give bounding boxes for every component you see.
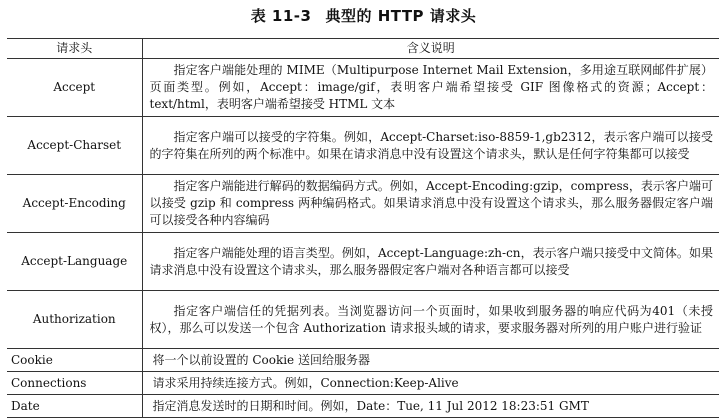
row-header-name: Date [7, 395, 142, 418]
table-header-row [7, 39, 719, 59]
table-row [7, 175, 719, 233]
row-header-desc: 指定客户端能进行解码的数据编码方式。例如，Accept-Encoding:gzip，compress，表示客户端可以接受 gzip 和 compress 两种编码格式。如果请求消息中没有设置这个请求头，那么服务器假定客户端可以接受各种内容编码 [142, 175, 719, 233]
row-header-name: Accept-Language [7, 233, 142, 291]
row-header-desc: 指定客户端可以接受的字符集。例如，Accept-Charset:iso-8859-1,gb2312，表示客户端可以接受的字符集在所列的两个标准中。如果在请求消息中没有设置这个请求头，默认是任何字符集都可以接受 [142, 117, 719, 175]
row-header-name: Connections [7, 372, 142, 395]
table-row [7, 233, 719, 291]
table-row [7, 59, 719, 117]
header-desc-column: 含义说明 [142, 39, 719, 59]
table-row [7, 395, 719, 418]
table-row [7, 117, 719, 175]
http-request-headers-table [7, 38, 719, 418]
table-number: 表 11-3 [250, 7, 312, 25]
row-header-desc: 请求采用持续连接方式。例如，Connection:Keep-Alive [142, 372, 719, 395]
row-header-desc: 指定消息发送时的日期和时间。例如，Date：Tue, 11 Jul 2012 18:23:51 GMT [142, 395, 719, 418]
row-header-desc: 指定客户端能处理的 MIME（Multipurpose Internet Mail Extension，多用途互联网邮件扩展）页面类型。例如，Accept：image/gif，表明客户端希望接受 GIF 图像格式的资源；Accept：text/html，表明客户端希望接受 HTML 文本 [142, 59, 719, 117]
table-row [7, 372, 719, 395]
table-row [7, 349, 719, 372]
row-header-name: Accept-Charset [7, 117, 142, 175]
row-header-desc: 将一个以前设置的 Cookie 送回给服务器 [142, 349, 719, 372]
row-header-name: Cookie [7, 349, 142, 372]
row-header-name: Accept [7, 59, 142, 117]
header-name-column: 请求头 [7, 39, 142, 59]
table-title: 典型的 HTTP 请求头 [325, 7, 477, 25]
table-row [7, 291, 719, 349]
row-header-name: Accept-Encoding [7, 175, 142, 233]
row-header-desc: 指定客户端信任的凭据列表。当浏览器访问一个页面时，如果收到服务器的响应代码为401（未授权），那么可以发送一个包含 Authorization 请求报头域的请求，要求服务器对所列的用户账户进行验证 [142, 291, 719, 349]
table-caption [0, 6, 727, 26]
row-header-desc: 指定客户端能处理的语言类型。例如，Accept-Language:zh-cn，表示客户端只接受中文简体。如果请求消息中没有设置这个请求头，那么服务器假定客户端对各种语言都可以接受 [142, 233, 719, 291]
row-header-name: Authorization [7, 291, 142, 349]
